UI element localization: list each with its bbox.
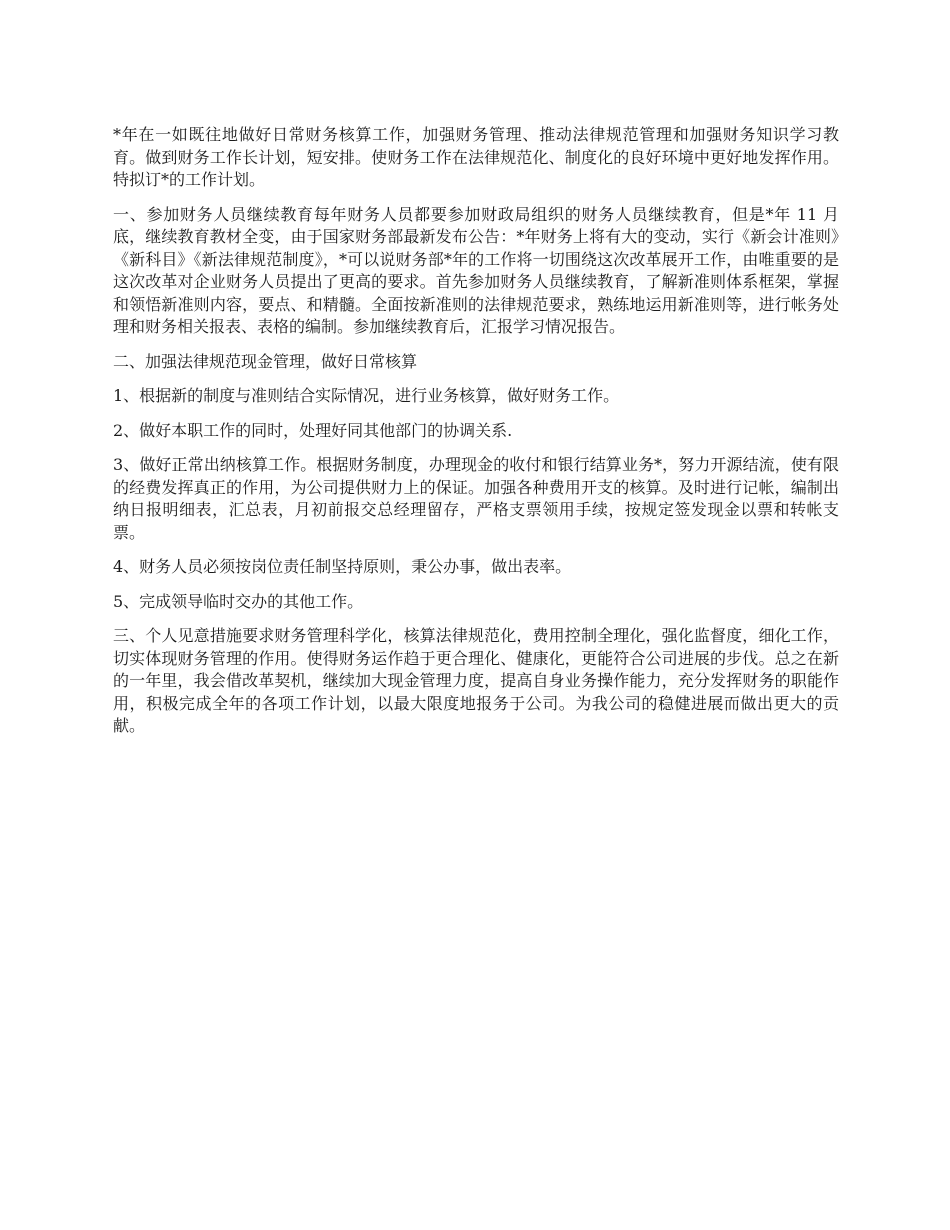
list-item-4: 4、财务人员必须按岗位责任制坚持原则，秉公办事，做出表率。 [113,557,572,576]
list-item-1: 1、根据新的制度与准则结合实际情况，进行业务核算，做好财务工作。 [113,386,620,405]
section-one-paragraph: 一、参加财务人员继续教育每年财务人员都要参加财政局组织的财务人员继续教育，但是*年 11 月底，继续教育教材全变，由于国家财务部最新发布公告：*年财务上将有大的变动，实行《新会计准则》《新科目》《新法律规范制度》，*可以说财务部*年的工作将一切围绕这次改革展开工作，由唯重要的是这次改革对企业财务人员提出了更高的要求。首先参加财务人员继续教育，了解新准则体系框架，掌握和领悟新准则内容，要点、和精髓。全面按新准则的法律规范要求，熟练地运用新准则等，进行帐务处理和财务相关报表、表格的编制。参加继续教育后，汇报学习情况报告。 [113,204,839,336]
list-item-2: 2、做好本职工作的同时，处理好同其他部门的协调关系. [113,420,513,440]
document-body [113,124,839,750]
intro-paragraph: *年在一如既往地做好日常财务核算工作，加强财务管理、推动法律规范管理和加强财务知识学习教育。做到财务工作长计划，短安排。使财务工作在法律规范化、制度化的良好环境中更好地发挥作用。特拟订*的工作计划。 [113,125,839,189]
section-three-paragraph: 三、个人见意措施要求财务管理科学化，核算法律规范化，费用控制全理化，强化监督度，细化工作，切实体现财务管理的作用。使得财务运作趋于更合理化、健康化，更能符合公司进展的步伐。总之在新的一年里，我会借改革契机，继续加大现金管理力度，提高自身业务操作能力，充分发挥财务的职能作用，积极完成全年的各项工作计划，以最大限度地报务于公司。为我公司的稳健进展而做出更大的贡献。 [113,626,839,735]
section-two-heading: 二、加强法律规范现金管理，做好日常核算 [113,351,418,371]
list-item-3: 3、做好正常出纳核算工作。根据财务制度，办理现金的收付和银行结算业务*，努力开源结流，使有限的经费发挥真正的作用，为公司提供财力上的保证。加强各种费用开支的核算。及时进行记帐，编制出纳日报明细表，汇总表，月初前报交总经理留存，严格支票领用手续，按规定签发现金以票和转帐支票。 [113,455,839,542]
list-item-5: 5、完成领导临时交办的其他工作。 [113,591,364,611]
